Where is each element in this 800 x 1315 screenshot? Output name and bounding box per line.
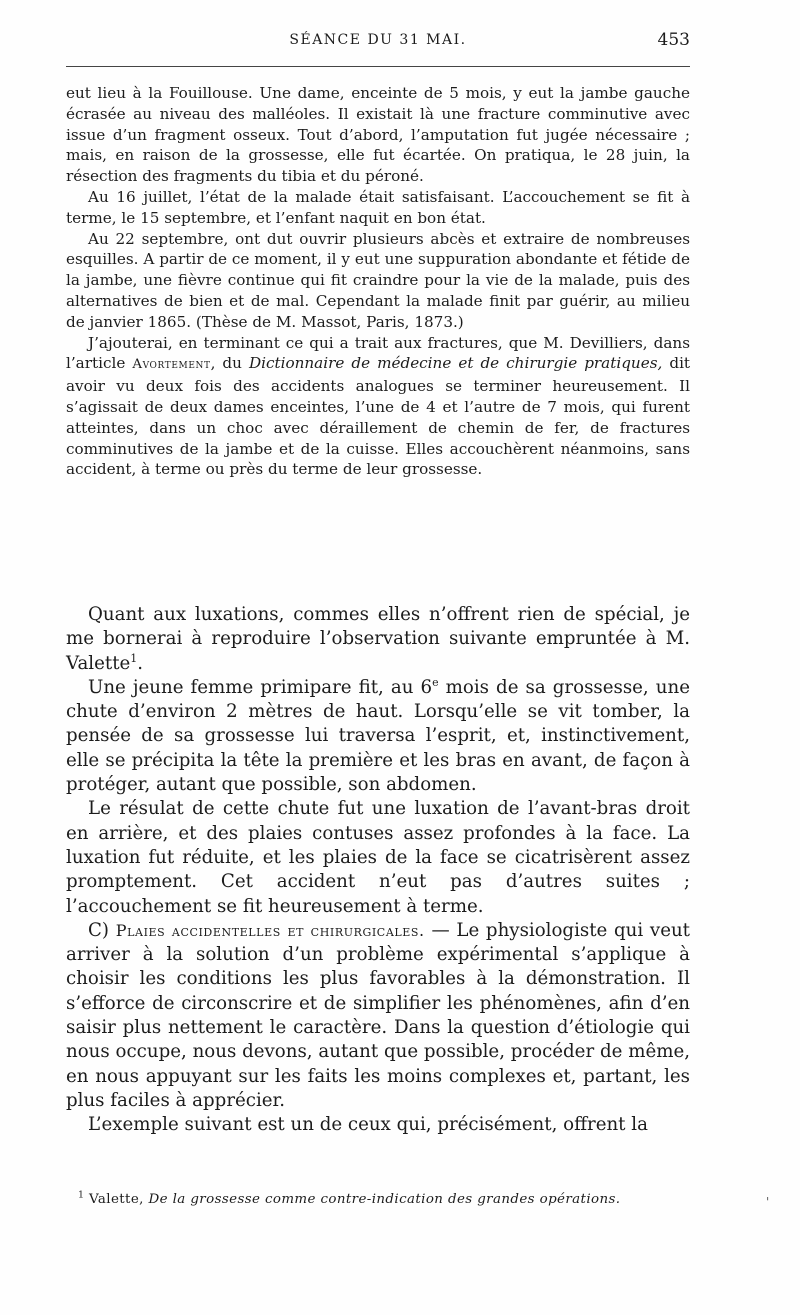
running-title: SÉANCE DU 31 MAI. [289,32,467,48]
dictionary-title: Dictionnaire de médecine et de chirurgie pratiques, [248,354,663,373]
header-rule [66,66,690,67]
footnote [78,1189,688,1207]
footnote-reference: 1 [130,651,138,665]
paragraph-plaies [66,919,690,1113]
devilliers-text-a: J’ajouterai, en terminant ce qui a trait aux fractures, que M. Devilliers, dans l’article [66,333,690,373]
page-number: 453 [657,30,690,50]
margin-mark: ' [766,1195,770,1209]
section-letter: C) [88,919,110,941]
paragraph-devilliers [66,333,690,481]
paragraph-exemple: L’exemple suivant est un de ceux qui, précisément, offrent la [88,1114,648,1136]
luxations-text: Quant aux luxations, commes elles n’offrent rien de spécial, je me bornerai à reproduire l’observation suivante empruntée à M. Valette [66,604,690,674]
footnote-author: Valette, [89,1192,144,1207]
paragraph-september-abscess: Au 22 septembre, ont dut ouvrir plusieurs abcès et extraire de nombreuses esquilles. A partir de ce moment, il y eut une suppuration abondante et fétide de la jambe, une fièvre continue qui fit craindre pour la vie de la malade, puis des alternatives de bien et de mal. Cependant la malade finit par guérir, au milieu de janvier 1865. (Thèse de M. Massot, Paris, 1873.) [66,229,690,331]
section-heading-plaies: Plaies accidentelles et chirurgicales. [115,920,425,940]
running-head [66,30,690,54]
paragraph-fouillouse-case: eut lieu à la Fouillouse. Une dame, enceinte de 5 mois, y eut la jambe gauche écrasée au niveau des malléoles. Il existait là une fracture comminutive avec issue d’un fragment osseux. Tout d’abord, l’amputation fut jugée nécessaire ; mais, en raison de la grossesse, elle fut écartée. On pratiqua, le 28 juin, la résection des fragments du tibia et du péroné. [66,84,690,186]
primipare-text-a: Une jeune femme primipare fit, au 6 [88,676,433,698]
footnote-title: De la grossesse comme contre-indication des grandes opérations. [148,1192,621,1207]
small-print-section [66,83,690,480]
devilliers-text-b: , du [210,354,242,373]
paragraph-july-state: Au 16 juillet, l’état de la malade était satisfaisant. L’accouchement se fit à terme, le 15 septembre, et l’enfant naquit en bon état. [66,187,690,227]
main-text-section [66,603,690,1138]
ordinal-superscript: e [432,675,439,689]
paragraph-luxations [66,603,690,676]
paragraph-primipare [66,676,690,797]
luxations-text-end: . [137,652,144,674]
primipare-text-b: mois de sa grossesse, une chute d’environ 2 mètres de haut. Lorsqu’elle se vit tomber, la pensée de sa grossesse lui traversa l’esprit, et, instinctivement, elle se précipita la tête la première et les bras en avant, de façon à protéger, autant que possible, son abdomen. [66,676,690,796]
devilliers-text-c: dit avoir vu deux fois des accidents analogues se terminer heureusement. Il s’agissait de deux dames enceintes, l’une de 4 et l’autre de 7 mois, qui furent atteintes, dans un choc avec déraillement de chemin de fer, de fractures comminutives de la jambe et de la cuisse. Elles accouchèrent néanmoins, sans accident, à terme ou près du terme de leur grossesse. [66,354,691,479]
paragraph-result: Le résulat de cette chute fut une luxation de l’avant-bras droit en arrière, et des plaies contuses assez profondes à la face. La luxation fut réduite, et les plaies de la face se cicatrisèrent assez promptement. Cet accident n’eut pas d’autres suites ; l’accouchement se fit heureusement à terme. [66,798,690,917]
footnote-marker: 1 [78,1189,85,1201]
article-title-avortement: Avortement [132,357,211,373]
plaies-text: — Le physiologiste qui veut arriver à la solution d’un problème expérimental s’applique à choisir les conditions les plus favorables à la démonstration. Il s’efforce de circonscrire et de simplifier les phénomènes, afin d’en saisir plus nettement le caractère. Dans la question d’étiologie qui nous occupe, nous devons, autant que possible, procéder de même, en nous appuyant sur les faits les moins complexes et, partant, les plus faciles à apprécier. [66,919,690,1111]
